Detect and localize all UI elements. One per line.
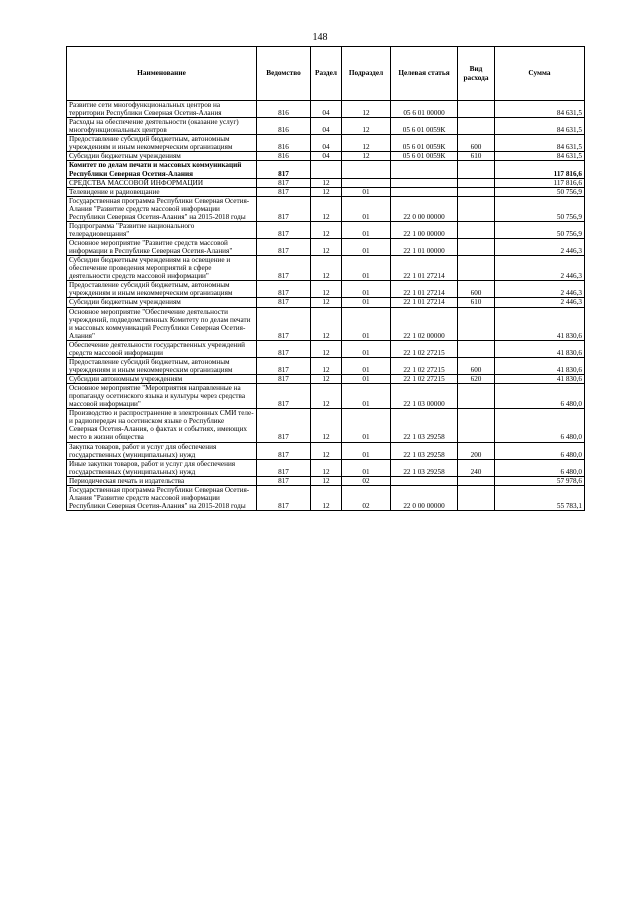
cell-ved: 816 (257, 101, 311, 118)
cell-razdel (311, 161, 342, 178)
cell-summa: 41 830,6 (495, 375, 585, 384)
cell-name: Предоставление субсидий бюджетным, автономным учреждениям и иным некоммерческим организациям (67, 357, 257, 374)
cell-vid (458, 409, 495, 442)
cell-ved: 817 (257, 442, 311, 459)
cell-summa: 84 631,5 (495, 152, 585, 161)
cell-vid (458, 239, 495, 256)
cell-podrazdel: 12 (342, 152, 391, 161)
cell-podrazdel: 01 (342, 459, 391, 476)
cell-podrazdel: 01 (342, 340, 391, 357)
cell-vid (458, 196, 495, 221)
cell-name: Субсидии бюджетным учреждениям на освещение и обеспечение проведения мероприятий в сфере деятельности средств массовой информации" (67, 256, 257, 281)
cell-name: Закупка товаров, работ и услуг для обеспечения государственных (муниципальных) нужд (67, 442, 257, 459)
table-row (67, 135, 585, 152)
cell-podrazdel: 01 (342, 196, 391, 221)
cell-razdel: 12 (311, 187, 342, 196)
cell-podrazdel: 12 (342, 118, 391, 135)
cell-summa: 50 756,9 (495, 187, 585, 196)
cell-razdel: 12 (311, 357, 342, 374)
cell-statya: 22 1 02 27215 (391, 340, 458, 357)
cell-statya: 22 1 03 29258 (391, 409, 458, 442)
cell-vid: 600 (458, 357, 495, 374)
cell-summa: 41 830,6 (495, 340, 585, 357)
cell-name: Производство и распространение в электронных СМИ теле- и радиопередач на осетинском языке о Республике Северная Осетия-Алания, о фактах и событиях, имеющих место в жизни общества (67, 409, 257, 442)
cell-podrazdel (342, 178, 391, 187)
cell-vid (458, 118, 495, 135)
cell-razdel: 12 (311, 178, 342, 187)
cell-podrazdel: 12 (342, 101, 391, 118)
table-row (67, 357, 585, 374)
cell-ved: 817 (257, 459, 311, 476)
cell-statya: 22 1 02 00000 (391, 307, 458, 340)
cell-razdel: 12 (311, 384, 342, 409)
cell-statya: 22 1 02 27215 (391, 357, 458, 374)
cell-podrazdel: 12 (342, 135, 391, 152)
cell-podrazdel: 01 (342, 384, 391, 409)
table-row (67, 118, 585, 135)
column-header-ved: Ведомство (257, 47, 311, 101)
cell-vid (458, 178, 495, 187)
cell-vid: 610 (458, 152, 495, 161)
cell-vid (458, 256, 495, 281)
cell-summa: 41 830,6 (495, 307, 585, 340)
cell-razdel: 12 (311, 442, 342, 459)
table-row (67, 239, 585, 256)
cell-razdel: 12 (311, 298, 342, 307)
cell-statya: 05 6 01 0059К (391, 152, 458, 161)
cell-ved: 817 (257, 409, 311, 442)
cell-summa: 6 480,0 (495, 409, 585, 442)
table-row (67, 221, 585, 238)
cell-summa: 2 446,3 (495, 281, 585, 298)
column-header-vid: Вид расхода (458, 47, 495, 101)
cell-ved: 817 (257, 476, 311, 485)
cell-name: Обеспечение деятельности государственных учреждений средств массовой информации (67, 340, 257, 357)
cell-podrazdel: 02 (342, 476, 391, 485)
page-number: 148 (312, 32, 328, 43)
cell-summa: 84 631,5 (495, 118, 585, 135)
cell-razdel: 12 (311, 307, 342, 340)
cell-name: Подпрограмма "Развитие национального телерадиовещания" (67, 221, 257, 238)
cell-razdel: 12 (311, 476, 342, 485)
cell-name: Государственная программа Республики Северная Осетия-Алания "Развитие средств массовой информации Республики Северная Осетия-Алания" на 2015-2018 годы (67, 196, 257, 221)
cell-ved: 817 (257, 375, 311, 384)
table-row (67, 409, 585, 442)
table-row (67, 340, 585, 357)
cell-name: Периодическая печать и издательства (67, 476, 257, 485)
cell-statya: 22 1 03 29258 (391, 442, 458, 459)
cell-statya (391, 178, 458, 187)
cell-podrazdel: 01 (342, 298, 391, 307)
cell-name: Субсидии бюджетным учреждениям (67, 298, 257, 307)
cell-vid (458, 161, 495, 178)
cell-podrazdel: 01 (342, 239, 391, 256)
cell-vid (458, 101, 495, 118)
cell-razdel: 12 (311, 409, 342, 442)
cell-ved: 817 (257, 357, 311, 374)
cell-razdel: 12 (311, 375, 342, 384)
table-row (67, 101, 585, 118)
cell-name: Основное мероприятие "Мероприятия направленные на пропаганду осетинского языка и культуры через средства массовой информации" (67, 384, 257, 409)
column-header-name: Наименование (67, 47, 257, 101)
cell-name: Иные закупки товаров, работ и услуг для обеспечения государственных (муниципальных) нужд (67, 459, 257, 476)
cell-summa: 84 631,5 (495, 101, 585, 118)
cell-summa: 57 978,6 (495, 476, 585, 485)
cell-podrazdel: 01 (342, 442, 391, 459)
cell-podrazdel: 01 (342, 187, 391, 196)
table-row (67, 298, 585, 307)
cell-ved: 817 (257, 221, 311, 238)
cell-vid (458, 187, 495, 196)
cell-vid (458, 384, 495, 409)
cell-name: Развитие сети многофункциональных центров на территории Республики Северная Осетия-Алания (67, 101, 257, 118)
cell-podrazdel: 01 (342, 256, 391, 281)
table-row (67, 307, 585, 340)
cell-razdel: 12 (311, 340, 342, 357)
cell-vid: 600 (458, 281, 495, 298)
cell-podrazdel: 01 (342, 281, 391, 298)
cell-vid (458, 307, 495, 340)
cell-ved: 816 (257, 118, 311, 135)
cell-summa: 6 480,0 (495, 384, 585, 409)
cell-razdel: 04 (311, 152, 342, 161)
cell-podrazdel: 01 (342, 307, 391, 340)
cell-ved: 817 (257, 307, 311, 340)
cell-statya (391, 161, 458, 178)
cell-vid: 200 (458, 442, 495, 459)
cell-statya: 22 1 01 27214 (391, 298, 458, 307)
table-row (67, 178, 585, 187)
cell-ved: 817 (257, 298, 311, 307)
cell-summa: 50 756,9 (495, 221, 585, 238)
cell-ved: 817 (257, 161, 311, 178)
cell-summa: 2 446,3 (495, 298, 585, 307)
cell-statya: 05 6 01 00000 (391, 101, 458, 118)
cell-ved: 816 (257, 152, 311, 161)
table-row (67, 442, 585, 459)
cell-podrazdel: 01 (342, 357, 391, 374)
cell-summa: 6 480,0 (495, 442, 585, 459)
cell-name: СРЕДСТВА МАССОВОЙ ИНФОРМАЦИИ (67, 178, 257, 187)
table-row (67, 384, 585, 409)
cell-razdel: 12 (311, 196, 342, 221)
cell-name: Субсидии автономным учреждениям (67, 375, 257, 384)
column-header-podrazdel: Подраздел (342, 47, 391, 101)
cell-podrazdel: 01 (342, 409, 391, 442)
column-header-statya: Целевая статья (391, 47, 458, 101)
cell-ved: 817 (257, 187, 311, 196)
cell-vid (458, 476, 495, 485)
cell-statya: 22 1 03 00000 (391, 384, 458, 409)
cell-statya (391, 476, 458, 485)
cell-ved: 817 (257, 281, 311, 298)
cell-statya: 22 1 02 27215 (391, 375, 458, 384)
cell-statya: 22 0 00 00000 (391, 196, 458, 221)
cell-vid (458, 221, 495, 238)
cell-vid (458, 485, 495, 510)
cell-statya: 22 1 01 27214 (391, 256, 458, 281)
cell-razdel: 12 (311, 459, 342, 476)
table-row (67, 196, 585, 221)
column-header-razdel: Раздел (311, 47, 342, 101)
cell-razdel: 12 (311, 221, 342, 238)
cell-razdel: 12 (311, 256, 342, 281)
cell-podrazdel (342, 161, 391, 178)
cell-vid: 610 (458, 298, 495, 307)
table-row (67, 256, 585, 281)
cell-vid: 620 (458, 375, 495, 384)
table-row (67, 476, 585, 485)
table-row (67, 152, 585, 161)
cell-razdel: 04 (311, 135, 342, 152)
cell-name: Основное мероприятие "Обеспечение деятельности учреждений, подведомственных Комитету по делам печати и массовых коммуникаций Республики Северная Осетия-Алания" (67, 307, 257, 340)
cell-summa: 117 816,6 (495, 161, 585, 178)
cell-vid (458, 340, 495, 357)
cell-podrazdel: 01 (342, 375, 391, 384)
cell-razdel: 12 (311, 485, 342, 510)
cell-name: Субсидии бюджетным учреждениям (67, 152, 257, 161)
cell-name: Государственная программа Республики Северная Осетия-Алания "Развитие средств массовой информации Республики Северная Осетия-Алания" на 2015-2018 годы (67, 485, 257, 510)
cell-razdel: 12 (311, 281, 342, 298)
cell-ved: 817 (257, 239, 311, 256)
table-header-row (67, 47, 585, 101)
table-row (67, 375, 585, 384)
cell-statya: 22 1 01 27214 (391, 281, 458, 298)
cell-ved: 816 (257, 135, 311, 152)
cell-ved: 817 (257, 340, 311, 357)
cell-name: Основное мероприятие "Развитие средств массовой информации в Республике Северная Осетия-Алания" (67, 239, 257, 256)
cell-razdel: 12 (311, 239, 342, 256)
cell-ved: 817 (257, 178, 311, 187)
cell-razdel: 04 (311, 118, 342, 135)
cell-statya: 22 1 00 00000 (391, 221, 458, 238)
cell-ved: 817 (257, 485, 311, 510)
cell-statya: 22 1 03 29258 (391, 459, 458, 476)
cell-podrazdel: 01 (342, 221, 391, 238)
cell-summa: 55 783,1 (495, 485, 585, 510)
cell-vid: 600 (458, 135, 495, 152)
table-row (67, 161, 585, 178)
cell-ved: 817 (257, 256, 311, 281)
column-header-summa: Сумма (495, 47, 585, 101)
cell-summa: 2 446,3 (495, 256, 585, 281)
cell-razdel: 04 (311, 101, 342, 118)
cell-statya: 05 6 01 0059К (391, 135, 458, 152)
table-row (67, 187, 585, 196)
cell-name: Расходы на обеспечение деятельности (оказание услуг) многофункциональных центров (67, 118, 257, 135)
table-row (67, 485, 585, 510)
cell-name: Телевидение и радиовещание (67, 187, 257, 196)
cell-podrazdel: 02 (342, 485, 391, 510)
cell-summa: 41 830,6 (495, 357, 585, 374)
cell-summa: 117 816,6 (495, 178, 585, 187)
cell-vid: 240 (458, 459, 495, 476)
cell-name: Предоставление субсидий бюджетным, автономным учреждениям и иным некоммерческим организациям (67, 135, 257, 152)
cell-name: Предоставление субсидий бюджетным, автономным учреждениям и иным некоммерческим организациям (67, 281, 257, 298)
cell-statya (391, 187, 458, 196)
table-row (67, 459, 585, 476)
cell-ved: 817 (257, 384, 311, 409)
cell-statya: 05 6 01 0059К (391, 118, 458, 135)
budget-table (66, 46, 585, 511)
cell-statya: 22 1 01 00000 (391, 239, 458, 256)
cell-name: Комитет по делам печати и массовых коммуникаций Республики Северная Осетия-Алания (67, 161, 257, 178)
cell-summa: 2 446,3 (495, 239, 585, 256)
cell-statya: 22 0 00 00000 (391, 485, 458, 510)
cell-ved: 817 (257, 196, 311, 221)
cell-summa: 6 480,0 (495, 459, 585, 476)
cell-summa: 50 756,9 (495, 196, 585, 221)
cell-summa: 84 631,5 (495, 135, 585, 152)
table-row (67, 281, 585, 298)
